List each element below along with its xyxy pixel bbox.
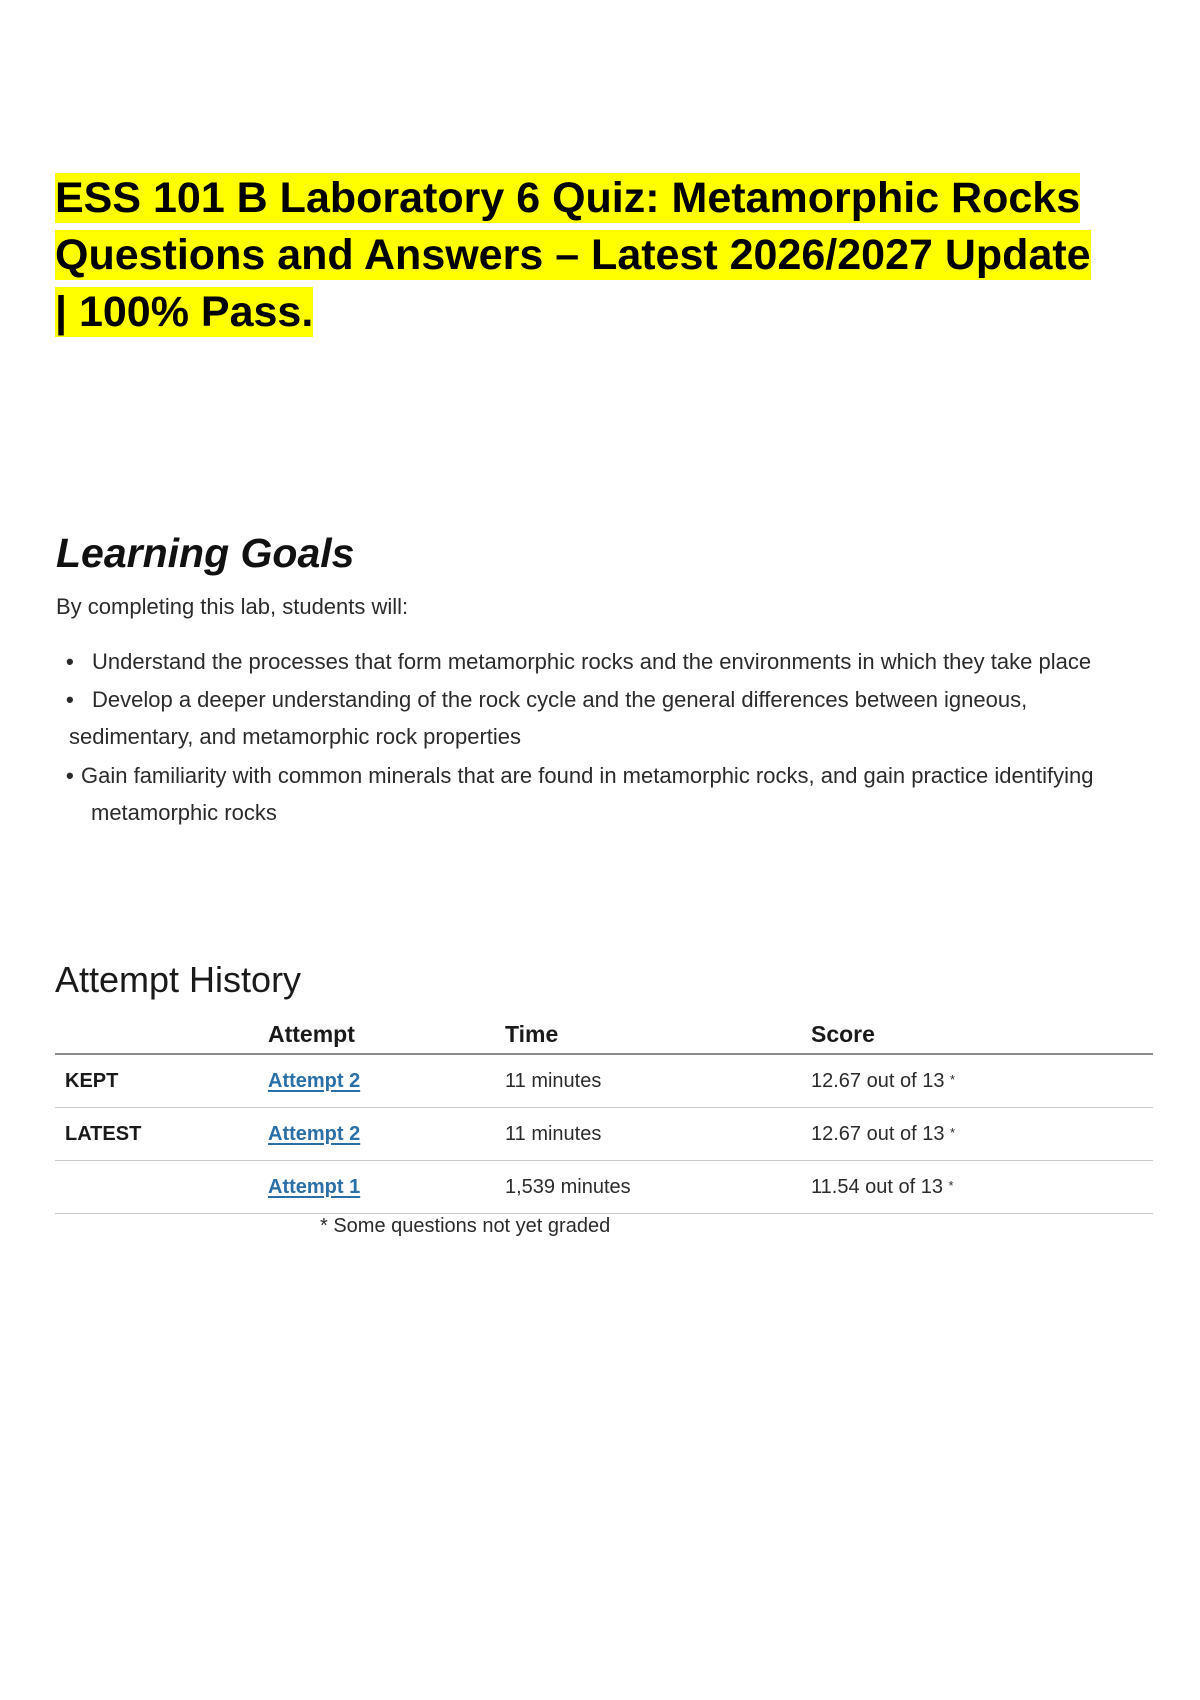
- learning-goal-item: [66, 643, 1146, 680]
- bullet-icon: •: [66, 763, 74, 788]
- learning-goal-item: [66, 681, 1086, 755]
- learning-goal-text: Develop a deeper understanding of the rock cycle and the general differences between igneous,: [92, 687, 1028, 712]
- attempt-cell: [268, 1108, 505, 1161]
- column-header-time: Time: [505, 1015, 811, 1054]
- table-row: [55, 1108, 1153, 1161]
- learning-goals-heading: Learning Goals: [56, 530, 355, 576]
- table-header-row: [55, 1015, 1153, 1054]
- column-header-score: Score: [811, 1015, 1153, 1054]
- attempt-score-cell: [811, 1108, 1153, 1161]
- attempt-status: [55, 1161, 268, 1214]
- ungraded-marker: *: [950, 1124, 956, 1140]
- learning-goal-item: [66, 757, 1146, 831]
- attempt-time: 11 minutes: [505, 1054, 811, 1108]
- attempt-score-cell: [811, 1161, 1153, 1214]
- document-title-text: ESS 101 B Laboratory 6 Quiz: Metamorphic Rocks Questions and Answers – Latest 2026/2027 Update | 100% Pass.: [55, 174, 1091, 336]
- attempt-score: 12.67 out of 13: [811, 1069, 945, 1092]
- attempt-cell: [268, 1054, 505, 1108]
- attempt-score: 11.54 out of 13: [811, 1175, 943, 1198]
- attempt-score: 12.67 out of 13: [811, 1122, 945, 1145]
- ungraded-footnote: * Some questions not yet graded: [320, 1215, 611, 1237]
- bullet-icon: •: [66, 649, 74, 674]
- attempt-status: KEPT: [55, 1054, 268, 1108]
- attempt-time: 1,539 minutes: [505, 1161, 811, 1214]
- learning-goal-text-continued: metamorphic rocks: [91, 800, 277, 825]
- attempt-link[interactable]: Attempt 2: [268, 1122, 361, 1145]
- table-row: [55, 1054, 1153, 1108]
- attempt-link[interactable]: Attempt 2: [268, 1069, 361, 1092]
- column-header-attempt: Attempt: [268, 1015, 505, 1054]
- learning-goal-text: Gain familiarity with common minerals that are found in metamorphic rocks, and gain practice identifying: [81, 763, 1094, 788]
- ungraded-marker: *: [950, 1071, 956, 1087]
- learning-goal-text: Understand the processes that form metamorphic rocks and the environments in which they take place: [92, 649, 1092, 674]
- attempt-link[interactable]: Attempt 1: [268, 1175, 361, 1198]
- column-header-status: [55, 1015, 268, 1054]
- bullet-icon: •: [66, 687, 74, 712]
- table-row: [55, 1161, 1153, 1214]
- attempt-history-heading: Attempt History: [55, 959, 302, 1000]
- learning-goal-text-continued: sedimentary, and metamorphic rock properties: [69, 724, 522, 749]
- attempt-history-table: [55, 1015, 1153, 1214]
- ungraded-marker: *: [948, 1177, 954, 1193]
- attempt-time: 11 minutes: [505, 1108, 811, 1161]
- learning-goals-intro: By completing this lab, students will:: [56, 594, 409, 619]
- attempt-score-cell: [811, 1054, 1153, 1108]
- document-title: [55, 170, 1095, 341]
- attempt-cell: [268, 1161, 505, 1214]
- attempt-status: LATEST: [55, 1108, 268, 1161]
